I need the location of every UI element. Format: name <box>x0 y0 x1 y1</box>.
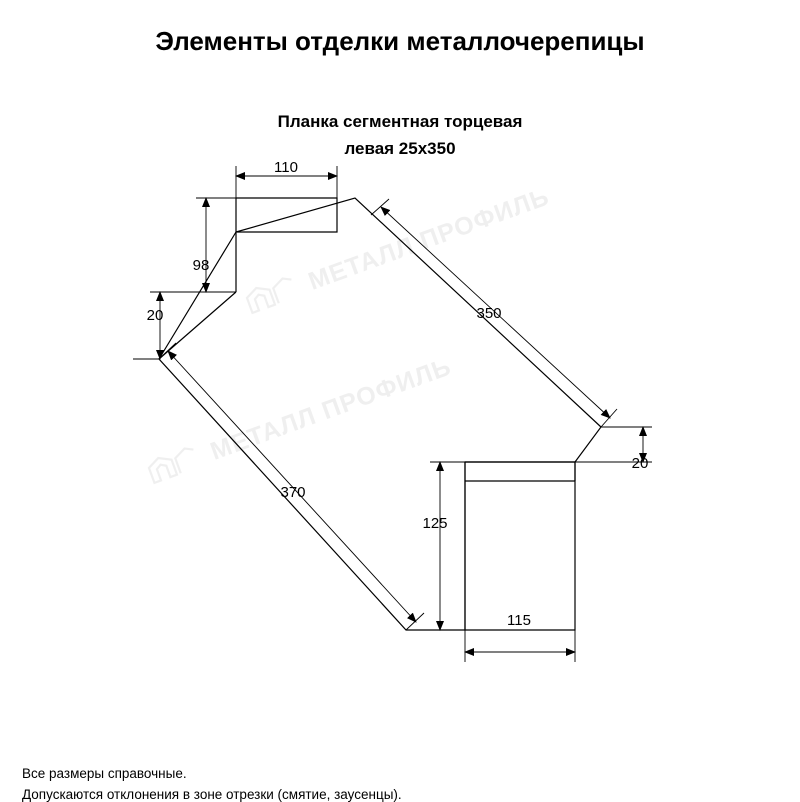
dimension-label-350: 350 <box>476 305 502 322</box>
dimension-bottom-height <box>430 462 465 630</box>
dimension-left-offset <box>133 292 236 359</box>
product-name-line1: Планка сегментная торцевая <box>277 112 523 131</box>
dimension-bottom-width <box>465 630 575 662</box>
footer-note-1: Все размеры справочные. <box>22 766 187 781</box>
dimension-label-20-left: 20 <box>146 307 164 324</box>
product-name-line2: левая 25х350 <box>344 139 456 158</box>
watermark-text: МЕТАЛЛ ПРОФИЛЬ <box>304 182 554 296</box>
footer-note-2: Допускаются отклонения в зоне отрезки (смятие, заусенцы). <box>22 787 402 802</box>
dimension-label-370: 370 <box>280 484 306 501</box>
dimension-label-20-right: 20 <box>631 455 649 472</box>
dimension-left-height <box>196 198 236 292</box>
page-title: Элементы отделки металлочерепицы <box>155 26 645 56</box>
dimension-label-115: 115 <box>507 612 531 629</box>
dimension-label-98: 98 <box>192 257 210 274</box>
dimension-label-110: 110 <box>274 159 298 176</box>
watermark-text: МЕТАЛЛ ПРОФИЛЬ <box>206 352 456 466</box>
dimension-label-125: 125 <box>422 515 448 532</box>
